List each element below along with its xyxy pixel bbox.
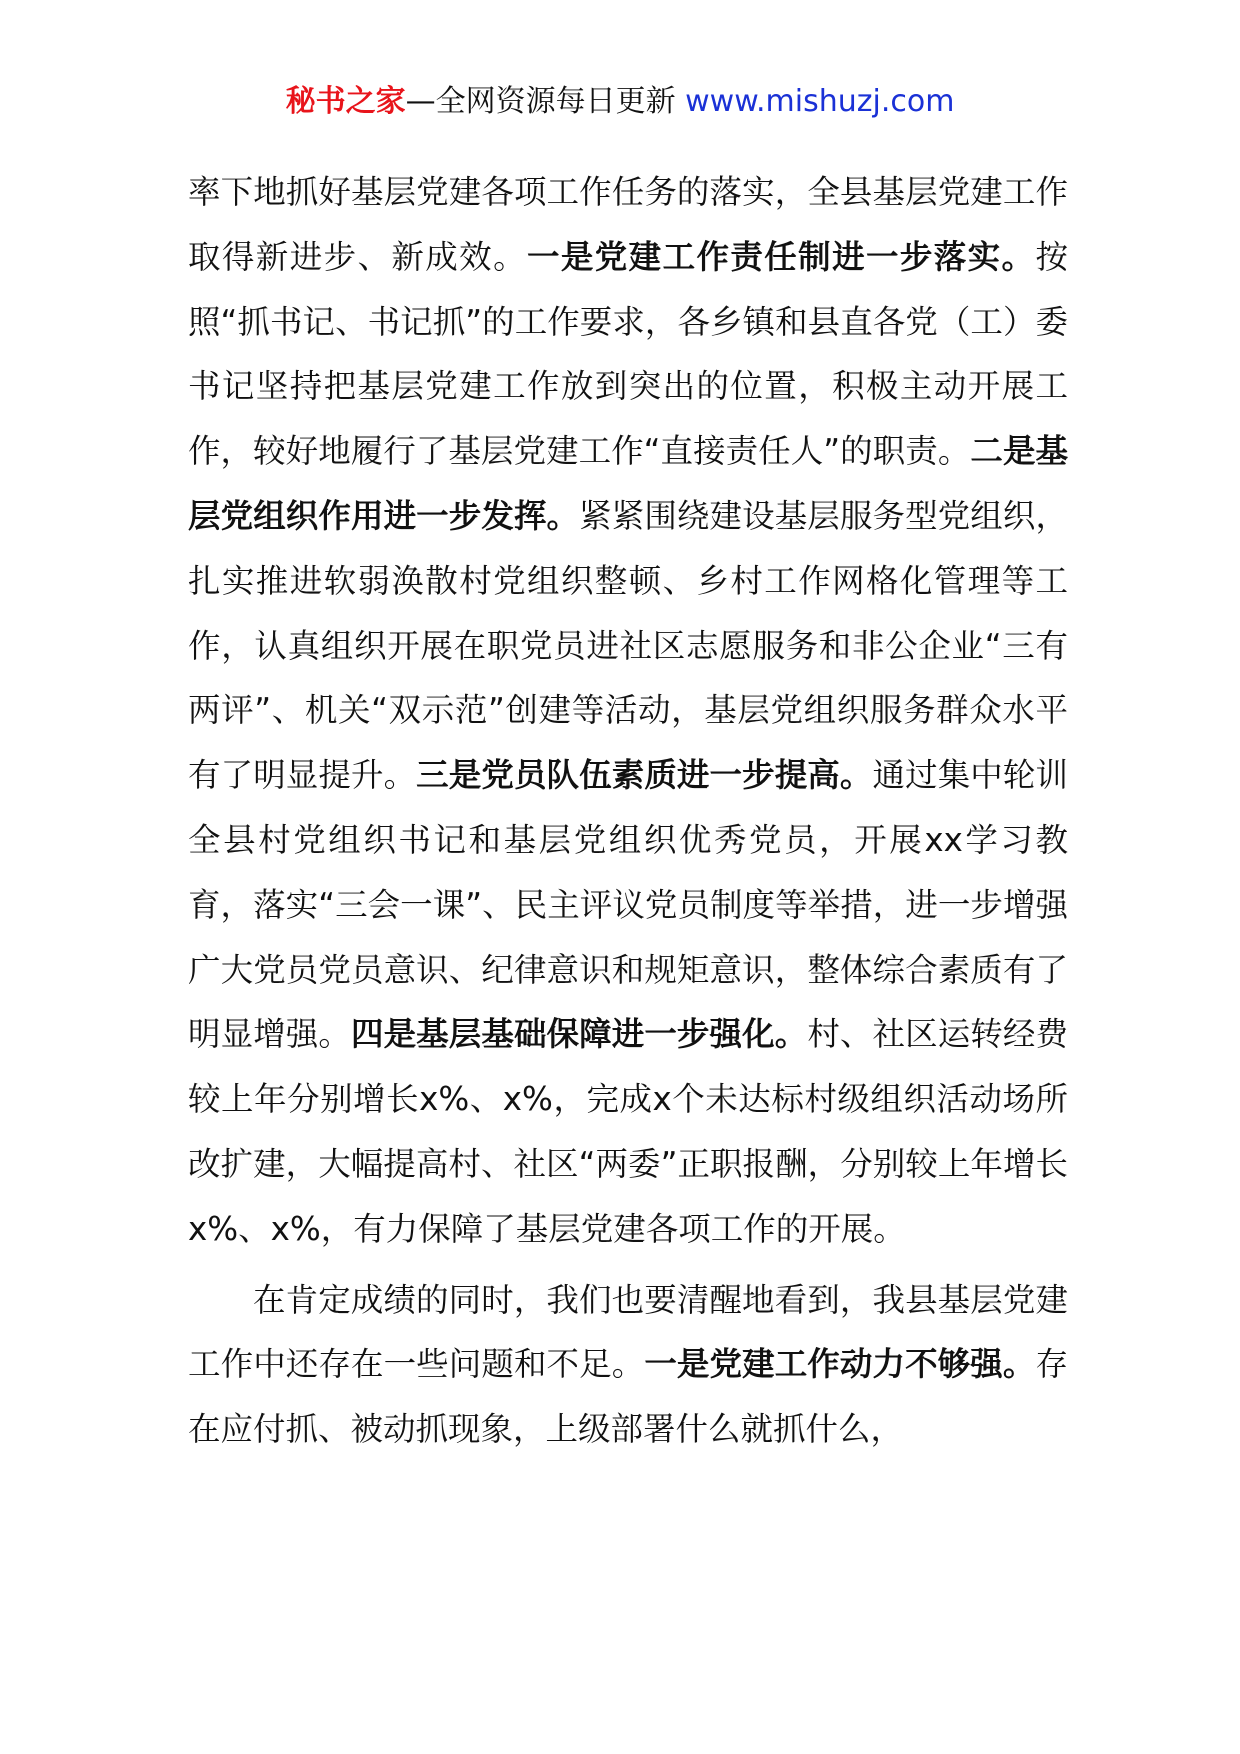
text-run: 紧紧围绕建设基层服务型党组织，扎实推进软弱涣散村党组织整顿、乡村工作网格化管理等工作，认真组织开展在职党员进社区志愿服务和非公企业“三有两评”、机关“双示范”创建等活动，基层党组织服务群众水平有了明显提升。 — [188, 496, 1068, 795]
text-run: 通过集中轮训全县村党组织书记和基层党组织优秀党员，开展xx学习教育，落实“三会一课”、民主评议党员制度等举措，进一步增强广大党员党员意识、纪律意识和规矩意识，整体综合素质有了明显增强。 — [188, 756, 1068, 1054]
text-run: 村、社区运转经费较上年分别增长x%、x%，完成x个未达标村级组织活动场所改扩建，大幅提高村、社区“两委”正职报酬，分别较上年增长x%、x%，有力保障了基层党建各项工作的开展。 — [188, 1015, 1068, 1248]
text-run: 率下地抓好基层党建各项工作任务的落实，全县基层党建工作取得新进步、新成效。 — [188, 173, 1068, 276]
site-header — [0, 82, 1240, 122]
text-run: 存在应付抓、被动抓现象，上级部署什么就抓什么， — [188, 1345, 1068, 1449]
header-tagline: —全网资源每日更新 — [405, 84, 676, 119]
site-url-link[interactable]: www.mishuzj.com — [685, 84, 955, 119]
paragraph-achievements — [188, 160, 1068, 1262]
bold-heading-run: 一是党建工作动力不够强。 — [644, 1345, 1036, 1384]
document-body — [188, 160, 1068, 1462]
bold-heading-run: 三是党员队伍素质进一步提高。 — [416, 756, 873, 795]
bold-heading-run: 一是党建工作责任制进一步落实。 — [526, 237, 1036, 276]
paragraph-problems — [188, 1268, 1068, 1462]
brand-name: 秘书之家 — [285, 84, 406, 119]
bold-heading-run: 二是基层党组织作用进一步发挥。 — [188, 432, 1068, 535]
text-run: 在肯定成绩的同时，我们也要清醒地看到，我县基层党建工作中还存在一些问题和不足。 — [188, 1280, 1068, 1384]
bold-heading-run: 四是基层基础保障进一步强化。 — [350, 1015, 808, 1054]
text-run: 按照“抓书记、书记抓”的工作要求，各乡镇和县直各党（工）委书记坚持把基层党建工作放到突出的位置，积极主动开展工作，较好地履行了基层党建工作“直接责任人”的职责。 — [188, 237, 1068, 471]
